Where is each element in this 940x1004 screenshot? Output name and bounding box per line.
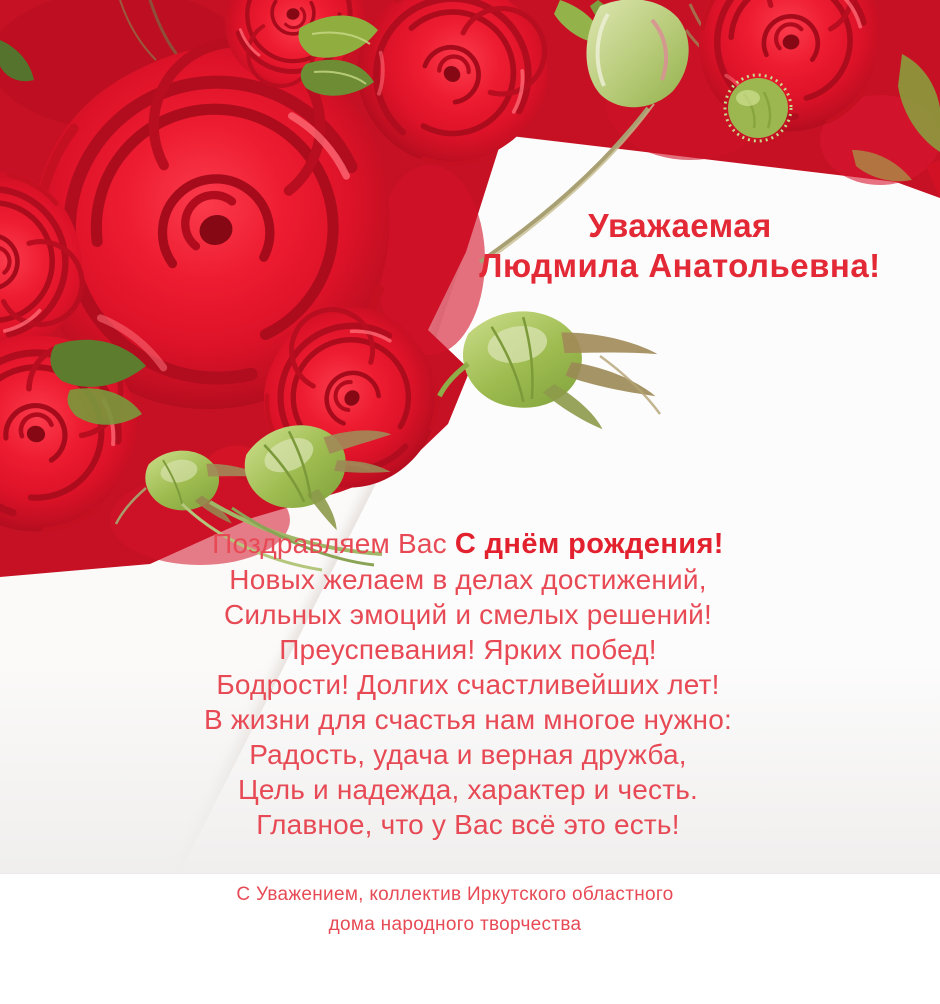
rosebud-highlight (736, 90, 760, 106)
poem-opening-regular: Поздравляем Вас (212, 528, 455, 559)
signature-line1: С Уважением, коллектив Иркутского областного (236, 884, 674, 905)
poem (0, 526, 936, 842)
poem-line: Преуспевания! Ярких побед! (279, 634, 657, 665)
poem-line: В жизни для счастья нам многое нужно: (204, 704, 732, 735)
poem-line: Сильных эмоций и смелых решений! (223, 599, 713, 630)
poem-line: Цель и надежда, характер и честь. (237, 774, 699, 805)
signature-line2: дома народного творчества (328, 914, 582, 935)
rosebud-round (728, 78, 788, 138)
greeting-line1: Уважаемая (588, 207, 772, 244)
greeting-line2: Людмила Анатольевна! (479, 247, 881, 284)
signature (0, 880, 910, 940)
poem-line: Главное, что у Вас всё это есть! (256, 809, 680, 840)
poem-opening-line (0, 526, 936, 562)
poem-opening-bold: С днём рождения! (454, 528, 724, 560)
greeting-heading (420, 206, 940, 286)
poem-line: Радость, удача и верная дружба, (249, 739, 687, 770)
poem-line: Новых желаем в делах достижений, (229, 564, 707, 595)
poem-line: Бодрости! Долгих счастливейших лет! (216, 669, 720, 700)
